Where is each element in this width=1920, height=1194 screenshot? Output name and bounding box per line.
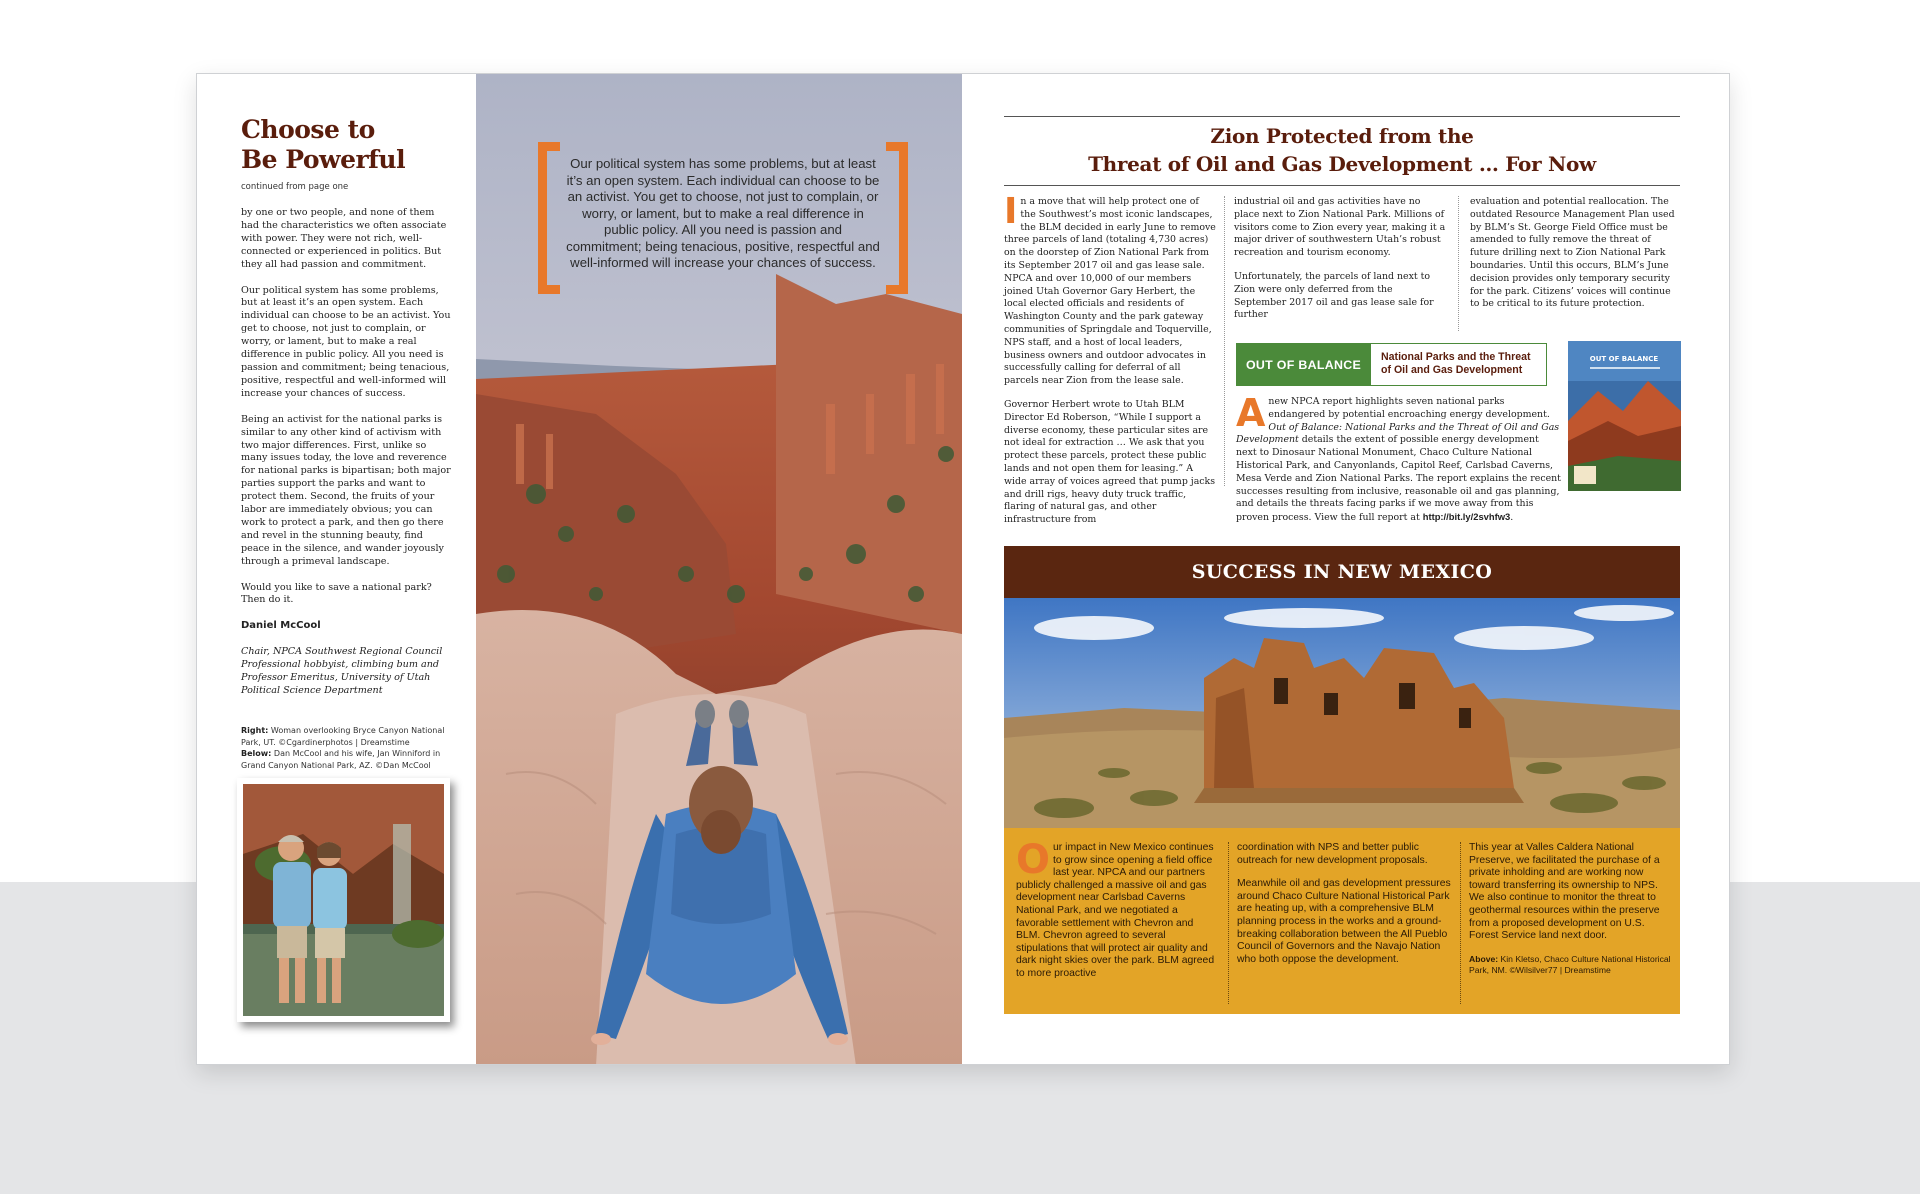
paragraph: Unfortunately, the parcels of land next to Zion were only deferred from the September 2017 oil and gas lease sale for further — [1234, 270, 1434, 321]
paragraph: In a move that will help protect one of the Southwest’s most iconic landscapes, the BLM decided in early June to remove three parcels of land (totaling 4,730 acres) on the doorstep of Zion National Park from its September 2017 oil and gas lease sale. NPCA and over 10,000 of our members joined Utah Governor Gary Herbert, the local elected officials and residents of Washington County and the park gateway communities of Springdale and Toquerville, NPS staff, and a host of local leaders, business owners and outdoor advocates in successfully calling for deferral of all parcels near Zion from the lease sale. — [1004, 191, 1216, 387]
drop-cap: O — [1016, 837, 1051, 883]
report-cover-title: OUT OF BALANCE — [1589, 355, 1659, 363]
left-bracket — [538, 142, 560, 294]
continued-note: continued from page one — [241, 182, 349, 192]
paragraph: This year at Valles Caldera National Preserve, we facilitated the purchase of a private inholding and are working now toward transferring its ownership to NPS. We also continue to monitor the threat to geothermal resources within the preserve from a proposed development on U.S. Forest Service land next door. — [1469, 842, 1660, 942]
paragraph: by one or two people, and none of them had the characteristics we often associate with power. They were not rich, well-connected or experienced in politics. But they all had passion and commitment. — [241, 207, 447, 270]
article-title — [241, 115, 471, 175]
column-divider — [1458, 196, 1459, 331]
paragraph: Being an activist for the national parks is similar to any other kind of activism with two major differences. First, unlike so many issues today, the love and reverence for national parks is bipartisan; both major parties support the parks and want to protect them. Second, the fruits of your labor are immediately obvious; you can work to protect a park, and then go there and revel in the stunning beauty, find peace in the silence, and wander joyously through a primeval landscape. — [241, 413, 451, 567]
photo-caption: Above: Kin Kletso, Chaco Culture National Historical Park, NM. ©Wilsilver77 | Dreamstime — [1469, 953, 1671, 976]
new-mexico-header: SUCCESS IN NEW MEXICO — [1004, 546, 1680, 598]
column-divider — [1228, 842, 1229, 1004]
out-of-balance-header — [1236, 343, 1547, 386]
paragraph: Governor Herbert wrote to Utah BLM Director Ed Roberson, “While I support a diverse economy, these particular sites are not ideal for extraction … We ask that you protect these parcels, protect these public lands and not open them for leasing.” A wide array of voices agreed that pump jacks and drill rigs, heavy duty truck traffic, flaring of natural gas, and other infrastructure from — [1004, 398, 1216, 526]
title-line-2: Be Powerful — [241, 145, 406, 174]
pull-quote-text: Our political system has some problems, but at least it’s an open system. Each individual can choose to be an activist. You get to choose, not just to complain, or worry, or lament, but to make a real difference in public policy. All you need is passion and commitment; being tenacious, positive, respectful and well-informed will increase your chances of success. — [566, 156, 880, 270]
title-rule-bottom — [1004, 185, 1680, 186]
kin-kletso-photo — [1004, 598, 1680, 828]
caption-right: Right: Woman overlooking Bryce Canyon National Park, UT. ©Cgardinerphotos | Dreamstime — [241, 726, 445, 747]
report-cover-image — [1568, 341, 1681, 491]
title-rule-top — [1004, 116, 1680, 117]
ruins-image — [1004, 598, 1680, 828]
paragraph: Would you like to save a national park? Then do it. — [241, 581, 432, 606]
photo-captions — [241, 725, 461, 771]
column-divider — [1460, 842, 1461, 1004]
signature-name: Daniel McCool — [241, 620, 321, 632]
paragraph: coordination with NPS and better public outreach for new development proposals. — [1237, 842, 1428, 866]
report-cover — [1568, 341, 1681, 491]
paragraph: evaluation and potential reallocation. The outdated Resource Management Plan used by BLM’s St. George Field Office must be amended to fully remove the threat of future drilling next to Zion National Park boundaries. Until this occurs, BLM’s June decision provides only temporary security for the park. Citizens’ voices will continue to be critical to its future protection. — [1470, 196, 1675, 310]
title-line-1: Choose to — [241, 115, 375, 144]
paragraph: industrial oil and gas activities have no place next to Zion National Park. Millions of visitors come to Zion every year, making it a major driver of southwestern Utah’s robust recreation and tourism economy. — [1234, 196, 1446, 259]
out-of-balance-body: A new NPCA report highlights seven national parks endangered by potential encroaching energy development. Out of Balance: National Parks and the Threat of Oil and Gas Development details the extent of possible energy development next to Dinosaur National Monument, Chaco Culture National Historical Park, and Canyonlands, Capitol Reef, Carlsbad Caverns, Mesa Verde and Zion National Parks. The report explains the recent successes resulting from inclusive, reasonable oil and gas planning, and details the threats facing parks if we move away from this proven process. View the full report at http://bit.ly/2svhfw3. — [1236, 391, 1561, 524]
zion-headline: Zion Protected from the Threat of Oil and Gas Development … For Now — [1088, 124, 1596, 176]
couple-photo-image — [243, 784, 444, 1016]
new-mexico-column-1: Our impact in New Mexico continues to grow since opening a field office last year. NPCA and our partners publicly challenged a massive oil and gas development near Carlsbad Caverns National Park, and we negotiated a favorable settlement with Chevron and BLM. Chevron agreed to several stipulations that will protect air quality and dark night skies over the park. BLM agreed to more proactive — [1016, 837, 1215, 979]
paragraph: Our political system has some problems, but at least it’s an open system. Each individual can choose to be an activist. You get to choose, not just to complain, or worry, or lament, but to make a real difference in public policy. All you need is passion and commitment; being tenacious, positive, respectful and well-informed will increase your chances of success. — [241, 284, 451, 399]
bryce-canyon-photo — [476, 74, 962, 1065]
article-body — [241, 207, 451, 711]
right-bracket — [886, 142, 908, 294]
zion-column-2 — [1234, 196, 1446, 333]
new-mexico-column-3 — [1469, 842, 1673, 988]
paragraph: Meanwhile oil and gas development pressures around Chaco Culture National Historical Park are heating up, with a comprehensive BLM planning process in the works and a ground-breaking collaboration between the All Pueblo Council of Governors and the Navajo Nation who both oppose the development. — [1237, 878, 1451, 965]
right-page — [962, 74, 1730, 1065]
magazine-spread — [196, 73, 1730, 1065]
caption-below: Below: Dan McCool and his wife, Jan Winniford in Grand Canyon National Park, AZ. ©Dan McCool — [241, 749, 441, 770]
report-link[interactable]: http://bit.ly/2svhfw3 — [1422, 511, 1511, 523]
pull-quote — [538, 142, 908, 294]
out-of-balance-heading: National Parks and the Threat of Oil and Gas Development — [1371, 343, 1547, 386]
couple-photo — [237, 778, 450, 1022]
column-divider — [1224, 196, 1225, 486]
new-mexico-body — [1004, 828, 1680, 1014]
drop-cap: A — [1236, 391, 1266, 435]
out-of-balance-tag: OUT OF BALANCE — [1236, 343, 1371, 386]
drop-cap: I — [1004, 191, 1018, 232]
left-column — [197, 74, 476, 1065]
zion-column-3 — [1470, 196, 1682, 322]
zion-column-1 — [1004, 191, 1216, 538]
signature-role: Chair, NPCA Southwest Regional Council Professional hobbyist, climbing bum and Professor Emeritus, University of Utah Political Science Department — [241, 646, 443, 696]
new-mexico-column-2 — [1237, 842, 1451, 977]
